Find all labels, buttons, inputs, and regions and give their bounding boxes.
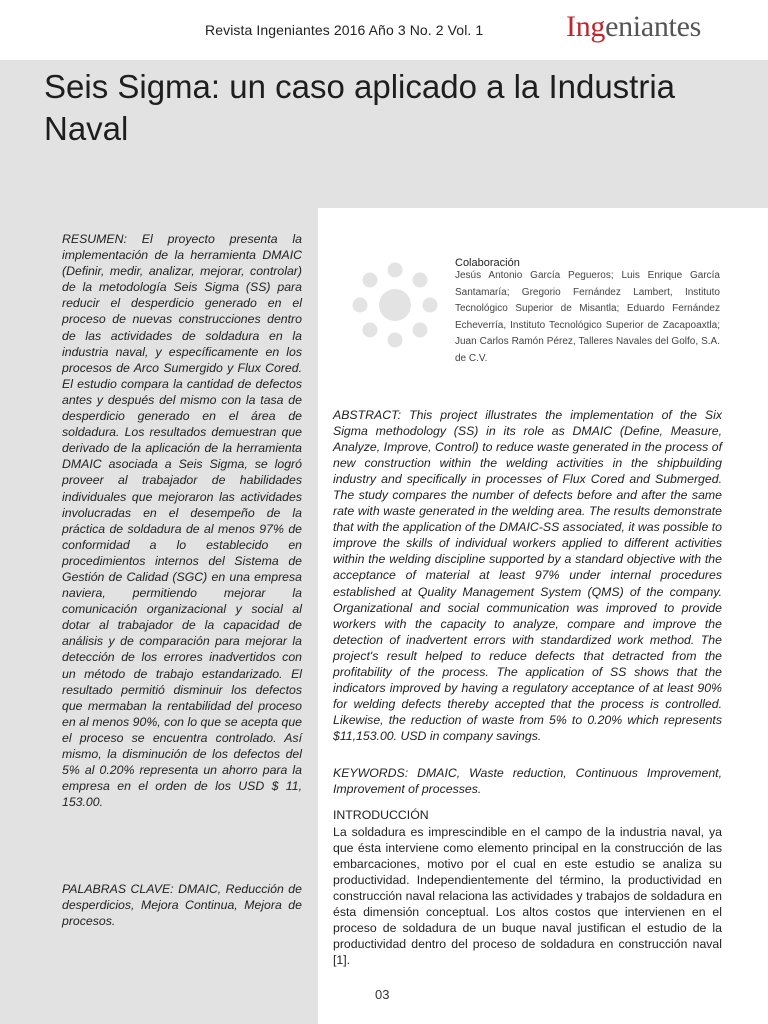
abstract-paragraph: ABSTRACT: This project illustrates the implementation of the Six Sigma methodology (SS) in its role as DMAIC (Define, Measure, Analyze, Improve, Control) to reduce waste generated in the process of new construction within the welding activities in the shipbuilding industry and specifically in processes of Flux Cored and Submerged. The study compares the number of defects before and after the same rate with waste generated in the welding area. The results demonstrate that with the application of the DMAIC-SS associated, it was possible to improve the skills of individual workers applied to different activities within the welding discipline supported by a standard objective with the acceptance of material at least 97% under internal procedures established at Quality Management System (QMS) of the company. Organizational and social communication was improved to provide workers with the capacity to analyze, compare and improve the detection of inadvertent errors with standardized work method. The project's result helped to reduce defects that detracted from the profitability of the process. The application of SS shows that the indicators improved by having a regulatory acceptance of at least 90% for welding defects thereby accepted that the process is controlled. Likewise, the reduction of waste from 5% to 0.20% which represents $11,153.00. USD in company savings. xyxy=(333,408,722,743)
logo-rest-text: eniantes xyxy=(605,10,701,43)
collaboration-heading: Colaboración xyxy=(455,257,520,269)
logo-accent-text: Ing xyxy=(566,10,606,43)
page-number: 03 xyxy=(375,987,390,1002)
journal-logo xyxy=(566,10,701,44)
keywords-paragraph: KEYWORDS: DMAIC, Waste reduction, Continuous Improvement, Improvement of processes. xyxy=(333,766,722,796)
introduction-heading: INTRODUCCIÓN xyxy=(333,808,429,822)
palabras-clave: PALABRAS CLAVE: DMAIC, Reducción de desperdicios, Mejora Continua, Mejora de procesos. xyxy=(62,882,302,929)
journal-issue-line: Revista Ingeniantes 2016 Año 3 No. 2 Vol. 1 xyxy=(205,22,484,38)
article-title: Seis Sigma: un caso aplicado a la Industria Naval xyxy=(44,68,676,147)
resumen-paragraph: RESUMEN: El proyecto presenta la implementación de la herramienta DMAIC (Definir, medir, analizar, mejorar, controlar) de la metodología Seis Sigma (SS) para reducir el desperdicio generado en el proceso de nuevas construcciones dentro de las actividades de soldadura en la industria naval, y específicamente en los procesos de Arco Sumergido y Flux Cored. El estudio compara la cantidad de defectos antes y después del mismo con la tasa de desperdicio generado en el área de soldadura. Los resultados demuestran que derivado de la aplicación de la herramienta DMAIC asociada a Seis Sigma, se logró proveer al trabajador de habilidades individuales que mejoraron las actividades involucradas en el desempeño de la práctica de soldadura de al menos 97% de conformidad a lo establecido en procedimientos internos del Sistema de Gestión de Calidad (SGC) en una empresa naviera, permitiendo mejorar la comunicación organizacional y social al dotar al trabajador de la capacidad de análisis y de comparación para mejorar la detección de los errores inadvertidos con un método de trabajo estandarizado. El resultado permitió disminuir los defectos que mermaban la rentabilidad del proceso en al menos 90%, con lo que se acepta que el proceso se encuentra controlado. Así mismo, la disminución de los defectos del 5% al 0.20% representa un ahorro para la empresa en el orden de los USD $ 11, 153.00. xyxy=(62,232,302,810)
introduction-paragraph: La soldadura es imprescindible en el campo de la industria naval, ya que ésta interviene como elemento principal en la construcción de las embarcaciones, motivo por el cual en este estudio se analiza su productividad. Independientemente del término, la productividad en construcción naval relaciona las actividades y trabajos de soldadura en ésta dimensión conceptual. Los altos costos que intervienen en el proceso de soldadura de un buque naval justifican el estudio de la productividad dentro del proceso de soldadura en construcción naval [1]. xyxy=(333,825,722,968)
collaboration-authors: Jesús Antonio García Pegueros; Luis Enrique García Santamaría; Gregorio Fernández Lambert, Instituto Tecnológico Superior de Misantla; Eduardo Fernández Echeverría, Instituto Tecnológico Superior de Zacapoaxtla; Juan Carlos Ramón Pérez, Talleres Navales del Golfo, S.A. de C.V. xyxy=(455,270,720,364)
people-circle-icon xyxy=(347,257,443,353)
